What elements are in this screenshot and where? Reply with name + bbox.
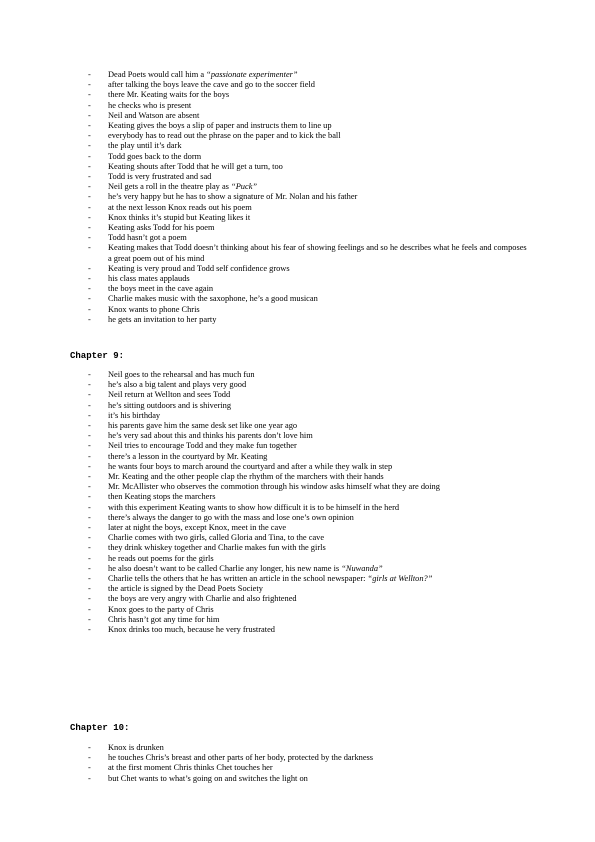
list-item-plain-text: Neil tries to encourage Todd and they make fun together (108, 441, 297, 451)
bullet-dash: - (88, 523, 91, 533)
list-item-text (108, 274, 190, 283)
list-item-plain-text: Charlie comes with two girls, called Gloria and Tina, to the cave (108, 533, 325, 543)
bullet-dash: - (88, 492, 91, 502)
list-item-plain-text: there’s a lesson in the courtyard by Mr. Keating (108, 451, 268, 461)
list-item-text (108, 233, 187, 242)
list-item-text (108, 213, 250, 222)
list-item (88, 574, 528, 584)
list-item-text (108, 441, 297, 450)
bullet-dash: - (88, 80, 91, 90)
bullet-dash: - (88, 90, 91, 100)
list-item (88, 131, 528, 141)
list-item-text (108, 605, 214, 614)
bullet-dash: - (88, 482, 91, 492)
list-item-text (108, 315, 216, 324)
list-item (88, 264, 528, 274)
list-item (88, 753, 528, 763)
list-item-text (108, 101, 191, 110)
bullet-dash: - (88, 284, 91, 294)
list-item-text (108, 462, 392, 471)
list-item-plain-text: he wants four boys to march around the courtyard and after a while they walk in step (108, 461, 393, 471)
list-item (88, 243, 528, 263)
list-item (88, 80, 528, 90)
list-item-text (108, 284, 213, 293)
bullet-dash: - (88, 533, 91, 543)
list-item-text (108, 584, 263, 593)
list-item (88, 70, 528, 80)
list-item-plain-text: Mr. Keating and the other people clap the rhythm of the marchers with their hands (108, 472, 384, 482)
list-item-plain-text: Neil return at Wellton and sees Todd (108, 390, 231, 400)
list-item-text (108, 482, 440, 491)
list-item-quote: “Puck” (231, 182, 258, 192)
list-item-text (108, 452, 267, 461)
list-item (88, 305, 528, 315)
list-item-text (108, 564, 383, 573)
list-item-plain-text: Todd goes back to the dorm (108, 151, 202, 161)
list-item-text (108, 203, 252, 212)
list-item (88, 90, 528, 100)
list-item (88, 284, 528, 294)
bullet-dash: - (88, 574, 91, 584)
bullet-dash: - (88, 233, 91, 243)
list-item-text (108, 543, 326, 552)
list-item (88, 152, 528, 162)
list-item-text (108, 594, 297, 603)
list-item-plain-text: they drink whiskey together and Charlie makes fun with the girls (108, 543, 326, 553)
list-item-text (108, 182, 257, 191)
list-item-plain-text: he gets an invitation to her party (108, 314, 217, 324)
list-item-plain-text: later at night the boys, except Knox, meet in the cave (108, 523, 287, 533)
list-item-text (108, 472, 384, 481)
list-item (88, 605, 528, 615)
bullet-dash: - (88, 604, 91, 614)
list-item (88, 554, 528, 564)
list-item (88, 533, 528, 543)
list-item-text (108, 503, 399, 512)
list-item (88, 294, 528, 304)
list-item-plain-text: his class mates applauds (108, 274, 190, 284)
list-item-quote: “Nuwanda” (341, 563, 383, 573)
list-item-plain-text: he touches Chris’s breast and other parts of her body, protected by the darkness (108, 753, 374, 763)
bullet-dash: - (88, 553, 91, 563)
list-item-plain-text: the article is signed by the Dead Poets Society (108, 584, 263, 594)
list-item (88, 203, 528, 213)
list-item-plain-text: Todd hasn’t got a poem (108, 233, 187, 243)
list-item (88, 172, 528, 182)
list-item (88, 182, 528, 192)
bullet-dash: - (88, 192, 91, 202)
list-item-plain-text: he reads out poems for the girls (108, 553, 214, 563)
list-item-text (108, 513, 354, 522)
list-item-text (108, 533, 324, 542)
list-item-plain-text: Knox goes to the party of Chris (108, 604, 214, 614)
list-item-text (108, 223, 215, 232)
list-item-text (108, 431, 313, 440)
list-item (88, 503, 528, 513)
list-item (88, 315, 528, 325)
bullet-dash: - (88, 773, 91, 783)
list-item-plain-text: Dead Poets would call him a (108, 70, 207, 79)
bullet-dash: - (88, 502, 91, 512)
list-item (88, 111, 528, 121)
list-item-plain-text: it’s his birthday (108, 410, 161, 420)
list-item-text (108, 131, 341, 140)
bullet-dash: - (88, 131, 91, 141)
list-item-plain-text: he checks who is present (108, 100, 192, 110)
list-item-plain-text: he’s very sad about this and thinks his parents don’t love him (108, 431, 313, 441)
list-item-plain-text: the boys are very angry with Charlie and also frightened (108, 594, 297, 604)
list-item-plain-text: he’s sitting outdoors and is shivering (108, 400, 232, 410)
bullet-dash: - (88, 390, 91, 400)
list-item-text (108, 625, 275, 634)
list-item (88, 274, 528, 284)
list-item-text (108, 172, 211, 181)
bullet-dash: - (88, 625, 91, 635)
list-item-plain-text: at the first moment Chris thinks Chet touches her (108, 763, 273, 773)
list-item-text (108, 162, 283, 171)
list-item-text (108, 380, 246, 389)
bullet-dash: - (88, 141, 91, 151)
list-item (88, 743, 528, 753)
list-item-text (108, 141, 182, 150)
bullet-dash: - (88, 441, 91, 451)
list-item-text (108, 305, 200, 314)
list-item-plain-text: he’s very happy but he has to show a signature of Mr. Nolan and his father (108, 192, 358, 202)
list-item-plain-text: he also doesn’t want to be called Charlie any longer, his new name is (108, 563, 342, 573)
list-item-text (108, 763, 273, 772)
list-item (88, 121, 528, 131)
bullet-dash: - (88, 100, 91, 110)
list-item (88, 543, 528, 553)
list-item (88, 594, 528, 604)
list-item (88, 401, 528, 411)
list-item-plain-text: after talking the boys leave the cave and go to the soccer field (108, 80, 315, 90)
list-item-plain-text: there Mr. Keating waits for the boys (108, 90, 230, 100)
list-item (88, 411, 528, 421)
list-item (88, 101, 528, 111)
bullet-dash: - (88, 274, 91, 284)
bullet-dash: - (88, 263, 91, 273)
list-item-plain-text: Neil goes to the rehearsal and has much fun (108, 370, 255, 379)
bullet-dash: - (88, 243, 91, 253)
bullet-dash: - (88, 461, 91, 471)
list-item (88, 564, 528, 574)
list-item-plain-text: Keating gives the boys a slip of paper and instructs them to line up (108, 121, 332, 131)
list-item-plain-text: Charlie tells the others that he has written an article in the school newspaper: (108, 574, 368, 584)
bullet-dash: - (88, 294, 91, 304)
list-item-text (108, 615, 220, 624)
list-item (88, 513, 528, 523)
bullet-dash: - (88, 223, 91, 233)
list-item (88, 223, 528, 233)
bullet-dash: - (88, 370, 91, 379)
list-item-text (108, 152, 201, 161)
list-item-plain-text: Chris hasn’t got any time for him (108, 614, 220, 624)
list-item-plain-text: the play until it’s dark (108, 141, 182, 151)
list-item-text (108, 774, 308, 783)
list-item (88, 141, 528, 151)
list-item-text (108, 753, 373, 762)
list-item-plain-text: he’s also a big talent and plays very good (108, 380, 247, 390)
list-item-plain-text: Neil gets a roll in the theatre play as (108, 182, 232, 192)
bullet-dash: - (88, 304, 91, 314)
list-item-plain-text: then Keating stops the marchers (108, 492, 216, 502)
bullet-dash: - (88, 472, 91, 482)
list-item-quote: “passionate experimenter” (206, 70, 298, 79)
list-item (88, 452, 528, 462)
list-item-text (108, 80, 315, 89)
list-item (88, 162, 528, 172)
bullet-dash: - (88, 410, 91, 420)
bullet-dash: - (88, 212, 91, 222)
list-item (88, 774, 528, 784)
list-item-plain-text: the boys meet in the cave again (108, 284, 214, 294)
list-item (88, 441, 528, 451)
bullet-dash: - (88, 743, 91, 752)
list-item (88, 233, 528, 243)
bullet-dash: - (88, 121, 91, 131)
bullet-dash: - (88, 151, 91, 161)
list-item-plain-text: at the next lesson Knox reads out his poem (108, 202, 252, 212)
list-item (88, 390, 528, 400)
list-item-text (108, 743, 164, 752)
chapter-9-heading: Chapter 9: (70, 351, 125, 361)
list-item-text (108, 243, 527, 262)
list-item (88, 615, 528, 625)
list-item-plain-text: Neil and Watson are absent (108, 110, 200, 120)
list-item-plain-text: Knox wants to phone Chris (108, 304, 200, 314)
list-item-plain-text: Keating makes that Todd doesn’t thinking about his fear of showing feelings and so he describes what he feels and composes a great poem out of his mind (108, 243, 527, 263)
list-item (88, 584, 528, 594)
list-item-text (108, 574, 432, 583)
list-item-plain-text: Keating asks Todd for his poem (108, 223, 215, 233)
list-item-text (108, 523, 286, 532)
bullet-dash: - (88, 763, 91, 773)
list-item (88, 380, 528, 390)
list-item-plain-text: Charlie makes music with the saxophone, he’s a good musican (108, 294, 318, 304)
bullet-dash: - (88, 431, 91, 441)
bullet-dash: - (88, 400, 91, 410)
bullet-dash: - (88, 70, 91, 79)
list-item (88, 462, 528, 472)
list-item (88, 625, 528, 635)
list-item-plain-text: Todd is very frustrated and sad (108, 172, 212, 182)
bullet-dash: - (88, 182, 91, 192)
bullet-dash: - (88, 172, 91, 182)
list-item (88, 472, 528, 482)
bullet-dash: - (88, 202, 91, 212)
bullet-dash: - (88, 753, 91, 763)
bullet-dash: - (88, 451, 91, 461)
list-item (88, 482, 528, 492)
bullet-dash: - (88, 421, 91, 431)
bullet-dash: - (88, 543, 91, 553)
chapter-10-heading: Chapter 10: (70, 723, 130, 733)
list-item (88, 370, 528, 380)
list-item-text (108, 411, 160, 420)
bullet-dash: - (88, 161, 91, 171)
list-item-plain-text: but Chet wants to what’s going on and switches the light on (108, 773, 308, 783)
list-item-plain-text: Knox thinks it’s stupid but Keating likes it (108, 212, 251, 222)
list-item (88, 213, 528, 223)
list-item (88, 431, 528, 441)
list-item-text (108, 90, 229, 99)
list-item-plain-text: everybody has to read out the phrase on the paper and to kick the ball (108, 131, 341, 141)
list-item-plain-text: Mr. McAllister who observes the commotion through his window asks himself what they are doing (108, 482, 440, 492)
list-item (88, 763, 528, 773)
list-item-text (108, 70, 298, 79)
list-item-text (108, 294, 318, 303)
bullet-dash: - (88, 614, 91, 624)
list-item-text (108, 192, 357, 201)
list-item (88, 492, 528, 502)
list-item (88, 192, 528, 202)
list-item-plain-text: his parents gave him the same desk set like one year ago (108, 421, 298, 431)
bullet-list-chapter-9 (88, 370, 528, 635)
list-item (88, 523, 528, 533)
list-item-plain-text: Knox is drunken (108, 743, 164, 752)
list-item-text (108, 121, 332, 130)
bullet-dash: - (88, 563, 91, 573)
list-item (88, 421, 528, 431)
list-item-text (108, 111, 199, 120)
bullet-dash: - (88, 584, 91, 594)
bullet-dash: - (88, 380, 91, 390)
bullet-dash: - (88, 512, 91, 522)
bullet-dash: - (88, 594, 91, 604)
list-item-text (108, 401, 231, 410)
list-item-text (108, 492, 215, 501)
list-item-plain-text: Keating shouts after Todd that he will get a turn, too (108, 161, 283, 171)
list-item-text (108, 421, 297, 430)
list-item-quote: “girls at Wellton?” (367, 574, 433, 584)
bullet-list-chapter-10 (88, 743, 528, 784)
list-item-text (108, 554, 214, 563)
bullet-dash: - (88, 314, 91, 324)
bullet-dash: - (88, 110, 91, 120)
list-item-plain-text: Keating is very proud and Todd self confidence grows (108, 263, 290, 273)
list-item-text (108, 390, 230, 399)
list-item-plain-text: with this experiment Keating wants to show how difficult it is to be himself in the herd (108, 502, 400, 512)
list-item-text (108, 370, 255, 379)
bullet-list-section-1 (88, 70, 528, 325)
list-item-plain-text: there’s always the danger to go with the mass and lose one’s own opinion (108, 512, 354, 522)
list-item-text (108, 264, 290, 273)
list-item-plain-text: Knox drinks too much, because he very frustrated (108, 625, 275, 635)
